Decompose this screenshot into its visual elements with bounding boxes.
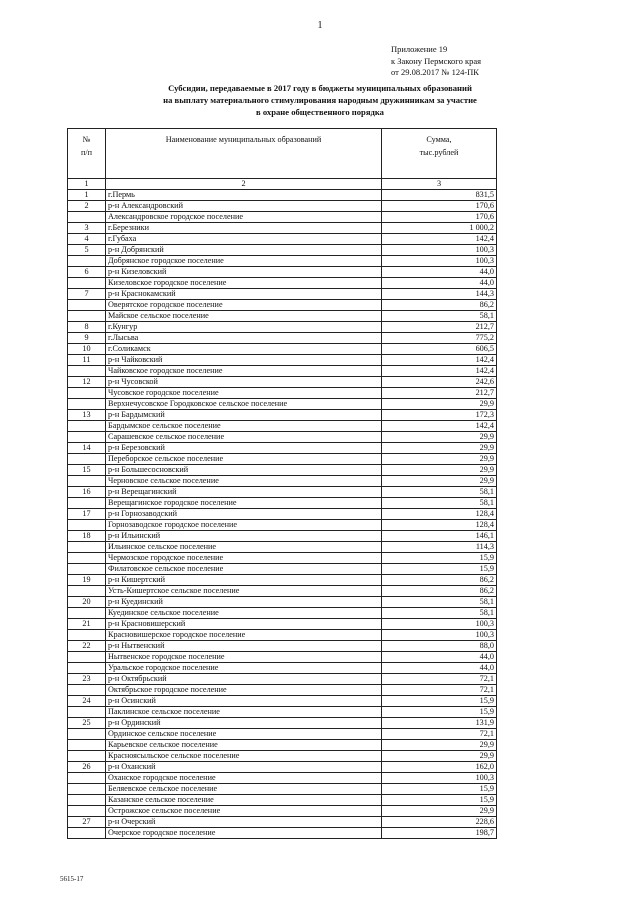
table-header-row xyxy=(68,129,497,179)
row-name: Оханское городское поселение xyxy=(106,773,382,784)
row-name: р-н Кизеловский xyxy=(106,267,382,278)
row-num xyxy=(68,256,106,267)
row-sum: 86,2 xyxy=(382,300,497,311)
table-row xyxy=(68,487,497,498)
row-sum: 44,0 xyxy=(382,278,497,289)
table-row xyxy=(68,333,497,344)
row-sum: 146,1 xyxy=(382,531,497,542)
row-sum: 100,3 xyxy=(382,245,497,256)
row-sum: 131,9 xyxy=(382,718,497,729)
row-num: 23 xyxy=(68,674,106,685)
row-num: 4 xyxy=(68,234,106,245)
row-name: Сарашевское сельское поселение xyxy=(106,432,382,443)
table-row xyxy=(68,718,497,729)
row-num xyxy=(68,663,106,674)
row-num xyxy=(68,784,106,795)
table-row xyxy=(68,608,497,619)
row-num: 20 xyxy=(68,597,106,608)
table-row xyxy=(68,630,497,641)
row-name: Переборское сельское поселение xyxy=(106,454,382,465)
table-row xyxy=(68,399,497,410)
table-row xyxy=(68,322,497,333)
table-row xyxy=(68,421,497,432)
row-num: 1 xyxy=(68,190,106,201)
row-name: г.Соликамск xyxy=(106,344,382,355)
table-row xyxy=(68,751,497,762)
row-num xyxy=(68,828,106,839)
row-name: г.Губаха xyxy=(106,234,382,245)
row-name: р-н Октябрьский xyxy=(106,674,382,685)
title-line-3: в охране общественного порядка xyxy=(256,107,384,117)
table-row xyxy=(68,388,497,399)
row-num xyxy=(68,212,106,223)
row-name: р-н Очерский xyxy=(106,817,382,828)
row-sum: 58,1 xyxy=(382,487,497,498)
row-name: Ординское сельское поселение xyxy=(106,729,382,740)
row-num xyxy=(68,498,106,509)
table-row xyxy=(68,432,497,443)
row-name: Бардымское сельское поселение xyxy=(106,421,382,432)
table-row xyxy=(68,377,497,388)
row-sum: 15,9 xyxy=(382,564,497,575)
row-sum: 100,3 xyxy=(382,256,497,267)
row-num xyxy=(68,806,106,817)
table-row xyxy=(68,476,497,487)
row-sum: 242,6 xyxy=(382,377,497,388)
row-name: Чермозское городское поселение xyxy=(106,553,382,564)
table-row xyxy=(68,498,497,509)
row-sum: 15,9 xyxy=(382,795,497,806)
row-name: р-н Нытвенский xyxy=(106,641,382,652)
table-row xyxy=(68,190,497,201)
row-name: Черновское сельское поселение xyxy=(106,476,382,487)
row-name: р-н Добрянский xyxy=(106,245,382,256)
row-name: Карьевское сельское поселение xyxy=(106,740,382,751)
table-row xyxy=(68,817,497,828)
table-row xyxy=(68,509,497,520)
row-sum: 100,3 xyxy=(382,619,497,630)
table-row xyxy=(68,443,497,454)
row-num xyxy=(68,399,106,410)
row-name: г.Кунгур xyxy=(106,322,382,333)
row-name: Острожское сельское поселение xyxy=(106,806,382,817)
row-num xyxy=(68,608,106,619)
row-num: 21 xyxy=(68,619,106,630)
row-name: р-н Верещагинский xyxy=(106,487,382,498)
row-num xyxy=(68,476,106,487)
row-sum: 29,9 xyxy=(382,465,497,476)
table-row xyxy=(68,311,497,322)
row-num: 22 xyxy=(68,641,106,652)
table-row xyxy=(68,641,497,652)
row-sum: 170,6 xyxy=(382,212,497,223)
row-sum: 29,9 xyxy=(382,806,497,817)
row-num: 6 xyxy=(68,267,106,278)
row-name: Майское сельское поселение xyxy=(106,311,382,322)
row-num xyxy=(68,278,106,289)
row-name: р-н Краснокамский xyxy=(106,289,382,300)
row-name: Горнозаводское городское поселение xyxy=(106,520,382,531)
row-sum: 144,3 xyxy=(382,289,497,300)
row-num: 13 xyxy=(68,410,106,421)
row-sum: 88,0 xyxy=(382,641,497,652)
row-num: 12 xyxy=(68,377,106,388)
row-sum: 15,9 xyxy=(382,707,497,718)
row-num: 2 xyxy=(68,201,106,212)
table-row xyxy=(68,784,497,795)
subsidies-table xyxy=(67,128,497,839)
appendix-block xyxy=(391,44,481,79)
row-sum: 100,3 xyxy=(382,630,497,641)
row-name: р-н Александровский xyxy=(106,201,382,212)
row-sum: 15,9 xyxy=(382,696,497,707)
row-name: Филатовское сельское поселение xyxy=(106,564,382,575)
row-num xyxy=(68,421,106,432)
row-sum: 29,9 xyxy=(382,399,497,410)
row-name: р-н Ильинский xyxy=(106,531,382,542)
row-sum: 72,1 xyxy=(382,729,497,740)
row-sum: 44,0 xyxy=(382,652,497,663)
row-sum: 142,4 xyxy=(382,234,497,245)
table-row xyxy=(68,828,497,839)
row-num: 24 xyxy=(68,696,106,707)
row-name: р-н Куединский xyxy=(106,597,382,608)
row-name: Усть-Кишертское сельское поселение xyxy=(106,586,382,597)
row-sum: 29,9 xyxy=(382,432,497,443)
row-num xyxy=(68,630,106,641)
row-sum: 142,4 xyxy=(382,366,497,377)
row-name: р-н Осинский xyxy=(106,696,382,707)
row-name: Октябрьское городское поселение xyxy=(106,685,382,696)
row-sum: 86,2 xyxy=(382,586,497,597)
page-number: 1 xyxy=(317,20,323,31)
row-num: 8 xyxy=(68,322,106,333)
title-line-1: Субсидии, передаваемые в 2017 году в бюджеты муниципальных образований xyxy=(168,83,472,93)
row-num: 25 xyxy=(68,718,106,729)
colnum-3: 3 xyxy=(382,179,497,190)
table-row xyxy=(68,542,497,553)
table-row xyxy=(68,410,497,421)
table-row xyxy=(68,355,497,366)
table-row xyxy=(68,520,497,531)
table-row xyxy=(68,707,497,718)
table-row xyxy=(68,245,497,256)
table-row xyxy=(68,465,497,476)
row-sum: 29,9 xyxy=(382,476,497,487)
row-name: р-н Красновишерский xyxy=(106,619,382,630)
table-row xyxy=(68,300,497,311)
row-num: 10 xyxy=(68,344,106,355)
row-name: р-н Горнозаводский xyxy=(106,509,382,520)
row-sum: 100,3 xyxy=(382,773,497,784)
row-sum: 58,1 xyxy=(382,311,497,322)
row-sum: 142,4 xyxy=(382,355,497,366)
row-num: 7 xyxy=(68,289,106,300)
column-number-row xyxy=(68,179,497,190)
row-name: Казанское сельское поселение xyxy=(106,795,382,806)
table-row xyxy=(68,696,497,707)
row-num: 27 xyxy=(68,817,106,828)
row-num xyxy=(68,586,106,597)
footer-code: 5615-17 xyxy=(60,875,84,883)
row-name: р-н Кишертский xyxy=(106,575,382,586)
row-sum: 606,5 xyxy=(382,344,497,355)
table-row xyxy=(68,586,497,597)
row-sum: 775,2 xyxy=(382,333,497,344)
row-name: Александровское городское поселение xyxy=(106,212,382,223)
table-row xyxy=(68,366,497,377)
row-num xyxy=(68,553,106,564)
table-row xyxy=(68,773,497,784)
row-num: 5 xyxy=(68,245,106,256)
title-line-2: на выплату материального стимулирования народным дружинникам за участие xyxy=(163,95,477,105)
row-sum: 114,3 xyxy=(382,542,497,553)
row-name: Очерское городское поселение xyxy=(106,828,382,839)
row-sum: 172,3 xyxy=(382,410,497,421)
row-num xyxy=(68,729,106,740)
row-name: Куединское сельское поселение xyxy=(106,608,382,619)
row-sum: 72,1 xyxy=(382,685,497,696)
row-num xyxy=(68,300,106,311)
row-sum: 15,9 xyxy=(382,553,497,564)
table-row xyxy=(68,454,497,465)
table-row xyxy=(68,278,497,289)
row-sum: 128,4 xyxy=(382,509,497,520)
row-sum: 29,9 xyxy=(382,454,497,465)
row-name: р-н Чайковский xyxy=(106,355,382,366)
row-sum: 212,7 xyxy=(382,388,497,399)
row-name: Беляевское сельское поселение xyxy=(106,784,382,795)
row-num xyxy=(68,520,106,531)
row-num xyxy=(68,795,106,806)
row-num: 11 xyxy=(68,355,106,366)
table-row xyxy=(68,531,497,542)
table-row xyxy=(68,575,497,586)
table-row xyxy=(68,674,497,685)
table-row xyxy=(68,223,497,234)
table-row xyxy=(68,806,497,817)
row-num: 17 xyxy=(68,509,106,520)
row-sum: 29,9 xyxy=(382,443,497,454)
table-row xyxy=(68,619,497,630)
appendix-line-3: от 29.08.2017 № 124-ПК xyxy=(391,67,479,77)
row-num xyxy=(68,366,106,377)
row-sum: 228,6 xyxy=(382,817,497,828)
row-num xyxy=(68,751,106,762)
table-row xyxy=(68,201,497,212)
row-sum: 44,0 xyxy=(382,663,497,674)
row-num xyxy=(68,564,106,575)
table-row xyxy=(68,267,497,278)
row-name: Красновишерское городское поселение xyxy=(106,630,382,641)
row-sum: 29,9 xyxy=(382,751,497,762)
row-num: 3 xyxy=(68,223,106,234)
row-num: 19 xyxy=(68,575,106,586)
table-row xyxy=(68,256,497,267)
row-sum: 58,1 xyxy=(382,608,497,619)
row-sum: 1 000,2 xyxy=(382,223,497,234)
header-num: № п/п xyxy=(68,129,106,179)
row-name: г.Лысьва xyxy=(106,333,382,344)
table-row xyxy=(68,564,497,575)
appendix-line-1: Приложение 19 xyxy=(391,44,448,54)
row-name: г.Березники xyxy=(106,223,382,234)
row-sum: 128,4 xyxy=(382,520,497,531)
row-sum: 15,9 xyxy=(382,784,497,795)
row-name: Уральское городское поселение xyxy=(106,663,382,674)
row-num xyxy=(68,707,106,718)
row-sum: 212,7 xyxy=(382,322,497,333)
row-name: р-н Ординский xyxy=(106,718,382,729)
row-num xyxy=(68,542,106,553)
row-name: Кизеловское городское поселение xyxy=(106,278,382,289)
row-sum: 198,7 xyxy=(382,828,497,839)
row-num xyxy=(68,432,106,443)
colnum-2: 2 xyxy=(106,179,382,190)
row-name: р-н Березовский xyxy=(106,443,382,454)
row-num xyxy=(68,311,106,322)
row-num xyxy=(68,685,106,696)
row-num: 14 xyxy=(68,443,106,454)
row-sum: 44,0 xyxy=(382,267,497,278)
table-row xyxy=(68,663,497,674)
row-sum: 72,1 xyxy=(382,674,497,685)
table-row xyxy=(68,597,497,608)
table-row xyxy=(68,289,497,300)
table-row xyxy=(68,553,497,564)
header-name: Наименование муниципальных образований xyxy=(106,129,382,179)
row-sum: 86,2 xyxy=(382,575,497,586)
row-name: р-н Бардымский xyxy=(106,410,382,421)
appendix-line-2: к Закону Пермского края xyxy=(391,55,482,66)
row-name: Верхнечусовское Городковское сельское поселение xyxy=(106,399,382,410)
document-title xyxy=(60,82,580,118)
row-sum: 58,1 xyxy=(382,597,497,608)
row-name: р-н Большесосновский xyxy=(106,465,382,476)
row-sum: 142,4 xyxy=(382,421,497,432)
row-num: 16 xyxy=(68,487,106,498)
row-num: 26 xyxy=(68,762,106,773)
table-row xyxy=(68,685,497,696)
table-row xyxy=(68,729,497,740)
table-row xyxy=(68,344,497,355)
row-num: 15 xyxy=(68,465,106,476)
row-sum: 29,9 xyxy=(382,740,497,751)
table-row xyxy=(68,212,497,223)
row-name: Чайковское городское поселение xyxy=(106,366,382,377)
row-name: р-н Оханский xyxy=(106,762,382,773)
row-num xyxy=(68,454,106,465)
row-sum: 162,0 xyxy=(382,762,497,773)
row-num xyxy=(68,740,106,751)
table-row xyxy=(68,652,497,663)
row-name: Красноясыльское сельское поселение xyxy=(106,751,382,762)
row-num: 9 xyxy=(68,333,106,344)
row-name: Верещагинское городское поселение xyxy=(106,498,382,509)
row-name: р-н Чусовской xyxy=(106,377,382,388)
row-sum: 58,1 xyxy=(382,498,497,509)
header-sum: Сумма, тыс.рублей xyxy=(382,129,497,179)
row-num xyxy=(68,388,106,399)
row-name: Паклинское сельское поселение xyxy=(106,707,382,718)
row-name: Добрянское городское поселение xyxy=(106,256,382,267)
row-name: г.Пермь xyxy=(106,190,382,201)
row-name: Нытвенское городское поселение xyxy=(106,652,382,663)
row-name: Оверятское городское поселение xyxy=(106,300,382,311)
row-sum: 831,5 xyxy=(382,190,497,201)
table-row xyxy=(68,234,497,245)
row-num: 18 xyxy=(68,531,106,542)
colnum-1: 1 xyxy=(68,179,106,190)
row-sum: 170,6 xyxy=(382,201,497,212)
row-name: Чусовское городское поселение xyxy=(106,388,382,399)
row-num xyxy=(68,773,106,784)
row-num xyxy=(68,652,106,663)
table-row xyxy=(68,795,497,806)
table-row xyxy=(68,762,497,773)
row-name: Ильинское сельское поселение xyxy=(106,542,382,553)
table-row xyxy=(68,740,497,751)
